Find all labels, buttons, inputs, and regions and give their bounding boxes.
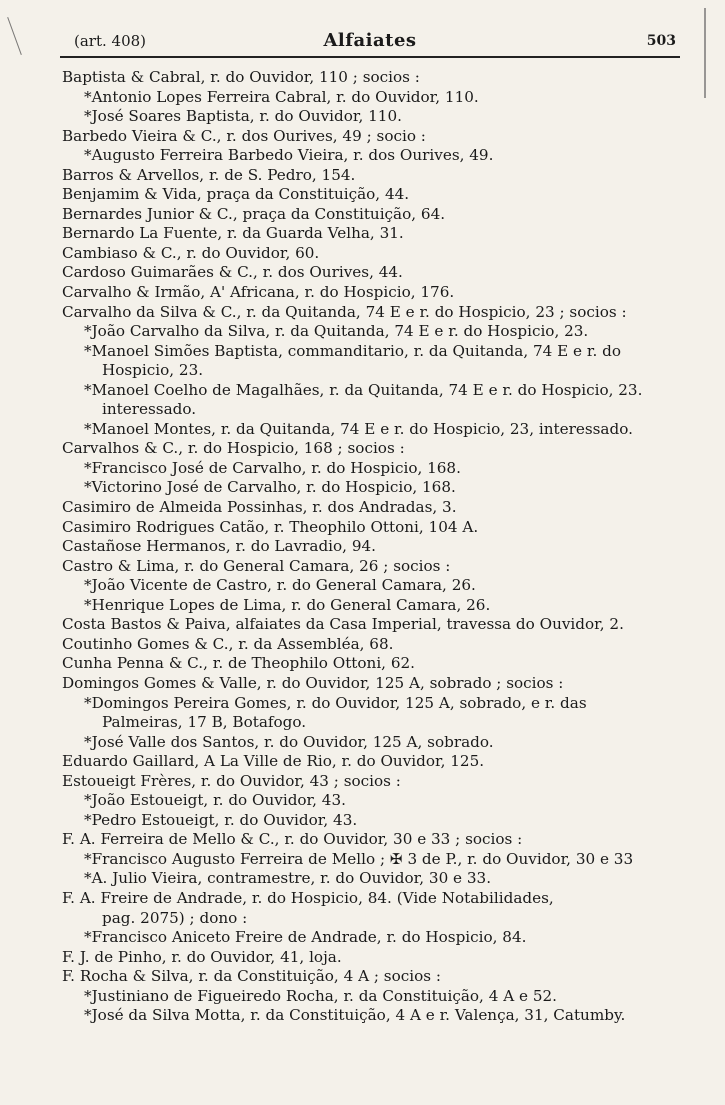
entry-continuation-line: Palmeiras, 17 B, Botafogo.: [102, 713, 307, 732]
entry-continuation-line: *José Valle dos Santos, r. do Ouvidor, 125 A, sobrado.: [84, 732, 494, 751]
entry-line: Casimiro Rodrigues Catão, r. Theophilo Ottoni, 104 A.: [62, 517, 479, 536]
entry-line: F. Rocha & Silva, r. da Constituição, 4 A ; socios :: [62, 967, 441, 986]
entry-line: Estoueigt Frères, r. do Ouvidor, 43 ; socios :: [62, 771, 401, 790]
page-number: 503: [646, 33, 676, 49]
entry-line: Costa Bastos & Paiva, alfaiates da Casa Imperial, travessa do Ouvidor, 2.: [62, 615, 624, 634]
entry-line: Cardoso Guimarães & C., r. dos Ourives, 44.: [62, 263, 403, 282]
entry-line: F. A. Freire de Andrade, r. do Hospicio, 84. (Vide Notabilidades,: [62, 888, 554, 907]
entry-continuation-line: *Victorino José de Carvalho, r. do Hospicio, 168.: [84, 478, 456, 497]
entry-continuation-line: *João Estoueigt, r. do Ouvidor, 43.: [84, 791, 346, 810]
entry-continuation-line: *Pedro Estoueigt, r. do Ouvidor, 43.: [84, 810, 358, 829]
entry-line: Casimiro de Almeida Possinhas, r. dos Andradas, 3.: [62, 498, 457, 517]
entry-line: Bernardes Junior & C., praça da Constituição, 64.: [62, 204, 446, 223]
entry-line: Barros & Arvellos, r. de S. Pedro, 154.: [62, 165, 356, 184]
entry-continuation-line: pag. 2075) ; dono :: [102, 908, 248, 927]
article-reference: (art. 408): [74, 32, 147, 50]
entry-line: Baptista & Cabral, r. do Ouvidor, 110 ; socios :: [62, 68, 420, 86]
entry-line: Castañose Hermanos, r. do Lavradio, 94.: [62, 537, 376, 556]
entry-line: Carvalho & Irmão, A' Africana, r. do Hospicio, 176.: [62, 283, 455, 302]
entry-line: Carvalho da Silva & C., r. da Quitanda, 74 E e r. do Hospicio, 23 ; socios :: [62, 302, 627, 321]
entry-continuation-line: *Manoel Coelho de Magalhães, r. da Quitanda, 74 E e r. do Hospicio, 23.: [84, 380, 643, 399]
entry-line: Benjamim & Vida, praça da Constituição, 44.: [62, 185, 410, 204]
entry-continuation-line: *Justiniano de Figueiredo Rocha, r. da Constituição, 4 A e 52.: [84, 986, 557, 1005]
entry-continuation-line: *Henrique Lopes de Lima, r. do General Camara, 26.: [84, 595, 491, 614]
entry-continuation-line: *Manoel Montes, r. da Quitanda, 74 E e r. do Hospicio, 23, interessado.: [84, 419, 633, 438]
entry-continuation-line: *João Vicente de Castro, r. do General Camara, 26.: [84, 576, 476, 595]
entry-line: Castro & Lima, r. do General Camara, 26 ; socios :: [62, 556, 451, 575]
entry-continuation-line: interessado.: [102, 400, 197, 419]
entry-continuation-line: *Antonio Lopes Ferreira Cabral, r. do Ouvidor, 110.: [84, 87, 479, 106]
binding-edge-mark: [704, 8, 706, 98]
entry-line: Carvalhos & C., r. do Hospicio, 168 ; socios :: [62, 439, 405, 458]
binding-edge-mark: [7, 17, 22, 55]
entry-line: Coutinho Gomes & C., r. da Assembléa, 68.: [62, 634, 394, 653]
entry-continuation-line: *Francisco José de Carvalho, r. do Hospicio, 168.: [84, 458, 461, 477]
entry-continuation-line: *José Soares Baptista, r. do Ouvidor, 110.: [84, 107, 402, 126]
entry-continuation-line: *Domingos Pereira Gomes, r. do Ouvidor, 125 A, sobrado, e r. das: [84, 693, 587, 712]
entry-line: Domingos Gomes & Valle, r. do Ouvidor, 125 A, sobrado ; socios :: [62, 673, 564, 692]
entry-line: Barbedo Vieira & C., r. dos Ourives, 49 ; socio :: [62, 126, 426, 145]
entry-line: Cambiaso & C., r. do Ouvidor, 60.: [62, 243, 320, 262]
entry-continuation-line: *Manoel Simões Baptista, commanditario, r. da Quitanda, 74 E e r. do: [84, 341, 621, 360]
entry-line: Bernardo La Fuente, r. da Guarda Velha, 31.: [62, 224, 404, 243]
entry-line: Eduardo Gaillard, A La Ville de Rio, r. do Ouvidor, 125.: [62, 752, 485, 771]
entry-continuation-line: *João Carvalho da Silva, r. da Quitanda, 74 E e r. do Hospicio, 23.: [84, 322, 589, 341]
entry-line: F. A. Ferreira de Mello & C., r. do Ouvidor, 30 e 33 ; socios :: [62, 830, 523, 849]
entry-continuation-line: *Augusto Ferreira Barbedo Vieira, r. dos Ourives, 49.: [84, 146, 494, 165]
entry-line: F. J. de Pinho, r. do Ouvidor, 41, loja.: [62, 947, 342, 966]
entry-continuation-line: Hospicio, 23.: [102, 361, 204, 380]
entry-continuation-line: *A. Julio Vieira, contramestre, r. do Ouvidor, 30 e 33.: [84, 869, 492, 888]
entry-continuation-line: *Francisco Aniceto Freire de Andrade, r. do Hospicio, 84.: [84, 928, 527, 947]
section-title: Alfaiates: [323, 30, 417, 51]
directory-entries: [62, 68, 702, 1026]
entry-continuation-line: *José da Silva Motta, r. da Constituição, 4 A e r. Valença, 31, Catumby.: [84, 1006, 626, 1025]
page-header: [60, 30, 680, 58]
entry-line: Cunha Penna & C., r. de Theophilo Ottoni, 62.: [62, 654, 415, 673]
entry-continuation-line: *Francisco Augusto Ferreira de Mello ; ✠ 3 de P., r. do Ouvidor, 30 e 33: [84, 849, 634, 868]
